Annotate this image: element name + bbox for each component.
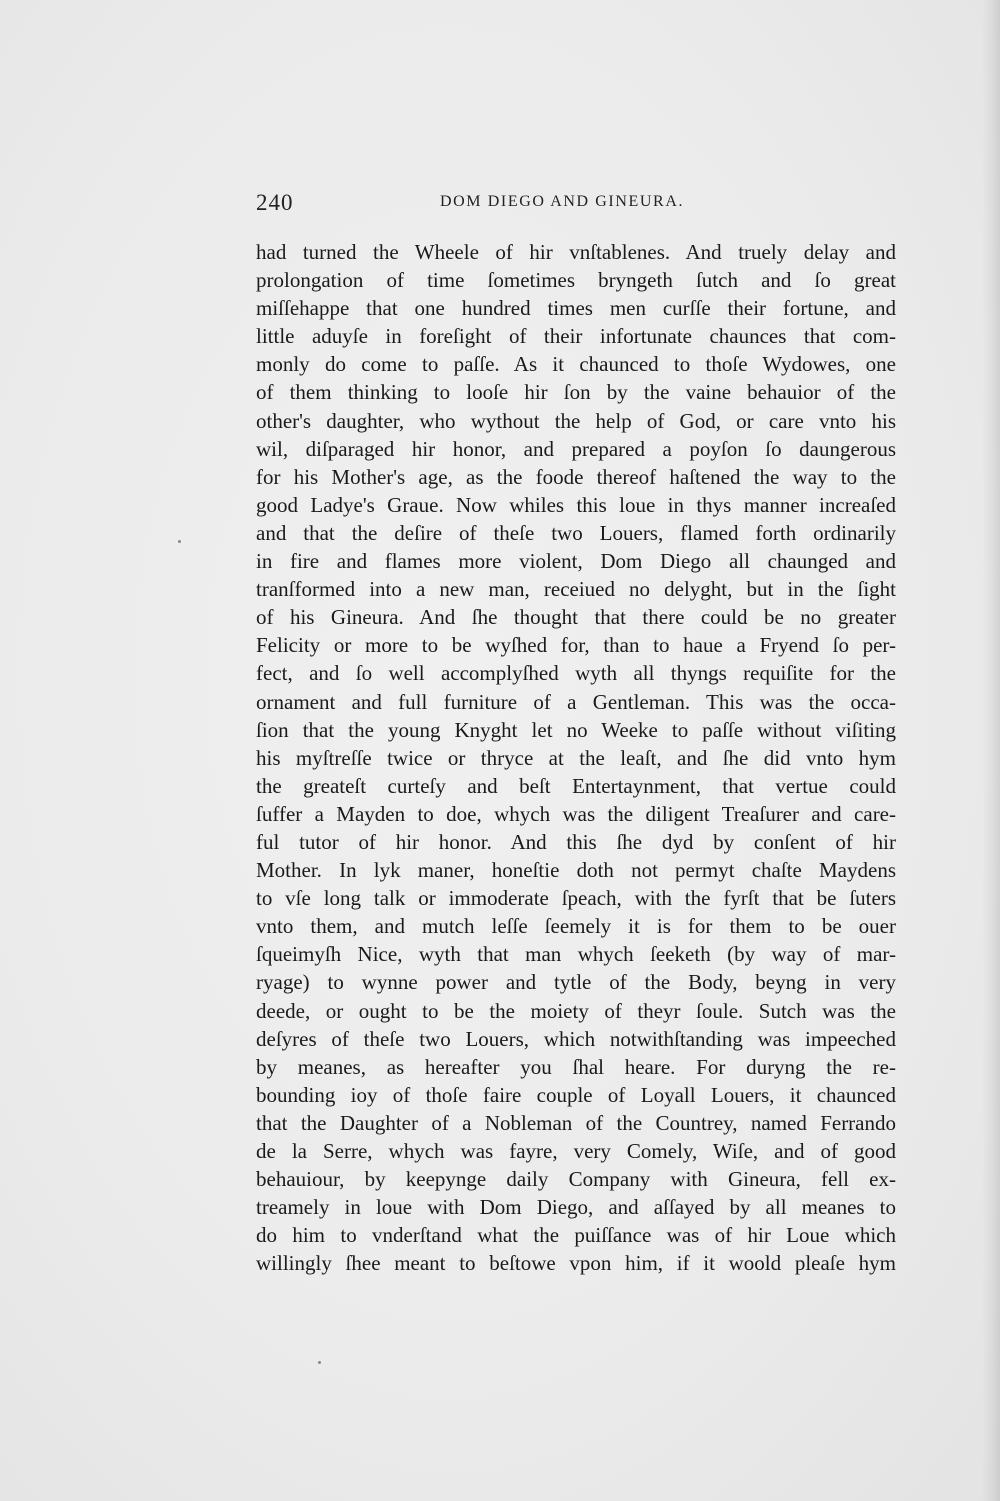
text-line: in fire and flames more violent, Dom Diego all chaunged and: [256, 549, 896, 574]
text-line: miſſehappe that one hundred times men curſſe their fortune, and: [256, 296, 896, 321]
text-line: wil, diſparaged hir honor, and prepared a poyſon ſo daungerous: [256, 436, 896, 461]
text-line: monly do come to paſſe. As it chaunced to thoſe Wydowes, one: [256, 352, 896, 377]
text-line: Mother. In lyk maner, honeſtie doth not permyt chaſte Maydens: [256, 858, 896, 883]
text-line: ryage) to wynne power and tytle of the Body, beyng in very: [256, 970, 896, 995]
text-line: had turned the Wheele of hir vnſtablenes. And truely delay and: [256, 240, 896, 264]
text-line: his myſtreſſe twice or thryce at the leaſt, and ſhe did vnto hym: [256, 745, 896, 770]
text-line: willingly ſhee meant to beſtowe vpon him, if it woold pleaſe hym: [256, 1251, 896, 1276]
text-line: Felicity or more to be wyſhed for, than to haue a Fryend ſo per-: [256, 633, 896, 658]
body-text: [256, 238, 896, 1277]
text-line: do him to vnderſtand what the puiſſance was of hir Loue which: [256, 1223, 896, 1248]
text-line: prolongation of time ſometimes bryngeth ſutch and ſo great: [256, 268, 896, 293]
text-line: other's daughter, who wythout the help of God, or care vnto his: [256, 408, 896, 433]
text-line: deede, or ought to be the moiety of theyr ſoule. Sutch was the: [256, 998, 896, 1023]
text-line: that the Daughter of a Nobleman of the Countrey, named Ferrando: [256, 1110, 896, 1135]
text-line: good Ladye's Graue. Now whiles this loue in thys manner increaſed: [256, 492, 896, 517]
text-line: and that the deſire of theſe two Louers, flamed forth ordinarily: [256, 520, 896, 545]
text-line: tranſformed into a new man, receiued no delyght, but in the ſight: [256, 577, 896, 602]
text-line: de la Serre, whych was fayre, very Comely, Wiſe, and of good: [256, 1139, 896, 1163]
text-line: bounding ioy of thoſe faire couple of Loyall Louers, it chaunced: [256, 1082, 896, 1107]
text-line: vnto them, and mutch leſſe ſeemely it is for them to be ouer: [256, 914, 896, 939]
text-line: ſqueimyſh Nice, wyth that man whych ſeeketh (by way of mar-: [256, 942, 896, 967]
paper-speck: [178, 540, 181, 543]
text-line: by meanes, as hereafter you ſhal heare. For duryng the re-: [256, 1054, 896, 1079]
page-number: 240: [256, 190, 294, 215]
text-line: fect, and ſo well accomplyſhed wyth all thyngs requiſite for the: [256, 661, 896, 686]
text-line: the greateſt curteſy and beſt Entertaynment, that vertue could: [256, 773, 896, 798]
text-line: ſuffer a Mayden to doe, whych was the diligent Treaſurer and care-: [256, 801, 896, 826]
text-line: deſyres of theſe two Louers, which notwithſtanding was impeeched: [256, 1026, 896, 1051]
text-line: to vſe long talk or immoderate ſpeach, with the fyrſt that be ſuters: [256, 886, 896, 911]
text-line: of his Gineura. And ſhe thought that there could be no greater: [256, 605, 896, 630]
page-header: [256, 190, 896, 218]
page-edge-shadow: [982, 0, 1000, 1501]
text-line: treamely in loue with Dom Diego, and aſſayed by all meanes to: [256, 1195, 896, 1220]
text-line: ſion that the young Knyght let no Weeke to paſſe without viſiting: [256, 717, 896, 742]
text-line: ful tutor of hir honor. And this ſhe dyd by conſent of hir: [256, 829, 896, 854]
text-line: ornament and full furniture of a Gentleman. This was the occa-: [256, 689, 896, 714]
paper-speck: [318, 1361, 321, 1364]
text-line: little aduyſe in foreſight of their infortunate chaunces that com-: [256, 324, 896, 349]
running-title: DOM DIEGO AND GINEURA.: [440, 193, 685, 210]
text-line: behauiour, by keepynge daily Company with Gineura, fell ex-: [256, 1167, 896, 1192]
text-line: of them thinking to looſe hir ſon by the vaine behauior of the: [256, 380, 896, 405]
text-line: for his Mother's age, as the foode thereof haſtened the way to the: [256, 464, 896, 489]
